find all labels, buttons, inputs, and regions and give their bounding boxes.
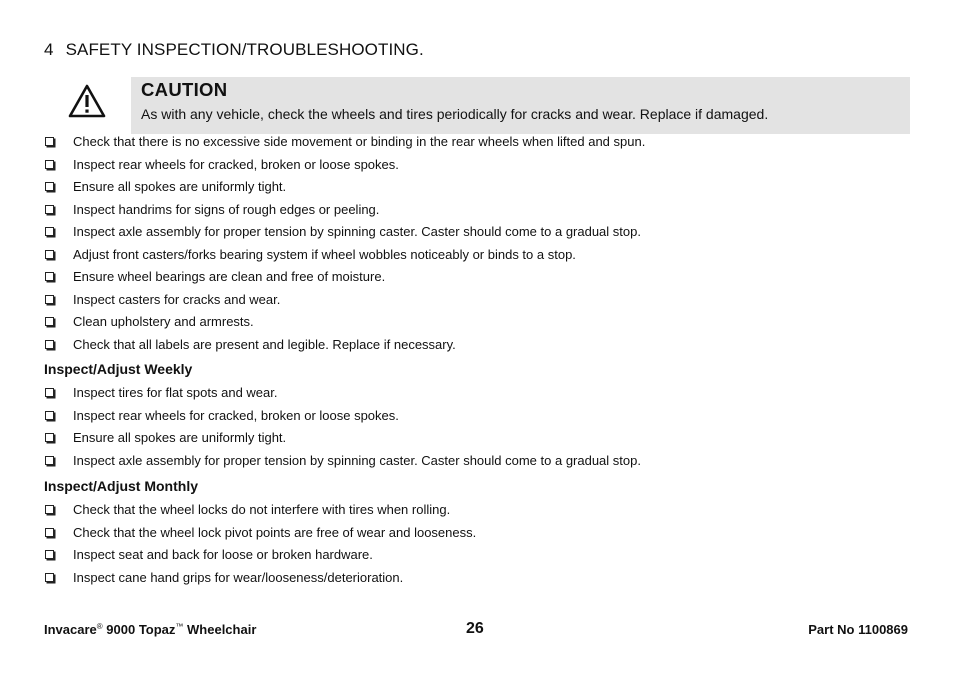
footer-product-suffix: Wheelchair (183, 622, 257, 637)
page-number: 26 (466, 620, 484, 637)
checkbox-icon (45, 182, 54, 191)
checkbox-icon (45, 295, 54, 304)
registered-mark: ® (96, 622, 103, 631)
checkbox-icon (45, 340, 54, 349)
warning-triangle-icon (68, 84, 106, 118)
checkbox-icon (45, 250, 54, 259)
checkbox-icon (45, 137, 54, 146)
checkbox-icon (45, 160, 54, 169)
checkbox-icon (45, 205, 54, 214)
checkbox-icon (45, 388, 54, 397)
weekly-heading: Inspect/Adjust Weekly (44, 361, 193, 377)
part-number: Part No 1100869 (808, 622, 908, 637)
checkbox-icon (45, 227, 54, 236)
checkbox-icon (45, 317, 54, 326)
caution-text: As with any vehicle, check the wheels and tires periodically for cracks and wear. Replace if damaged. (141, 106, 769, 122)
section-heading (44, 40, 424, 60)
section-number: 4 (44, 40, 54, 59)
checkbox-icon (45, 528, 54, 537)
footer-product (44, 622, 256, 637)
footer-product-name: 9000 Topaz (102, 622, 176, 637)
trademark-mark: ™ (175, 622, 184, 631)
checkbox-icon (45, 505, 54, 514)
section-title: SAFETY INSPECTION/TROUBLESHOOTING. (65, 40, 424, 59)
caution-box (131, 77, 910, 134)
checkbox-icon (45, 272, 54, 281)
checkbox-icon (45, 433, 54, 442)
caution-title: CAUTION (141, 79, 228, 100)
checkbox-icon (45, 550, 54, 559)
monthly-heading: Inspect/Adjust Monthly (44, 478, 198, 494)
checkbox-icon (45, 411, 54, 420)
checkbox-icon (45, 456, 54, 465)
footer-brand: Invacare (44, 622, 97, 637)
checkbox-icon (45, 573, 54, 582)
